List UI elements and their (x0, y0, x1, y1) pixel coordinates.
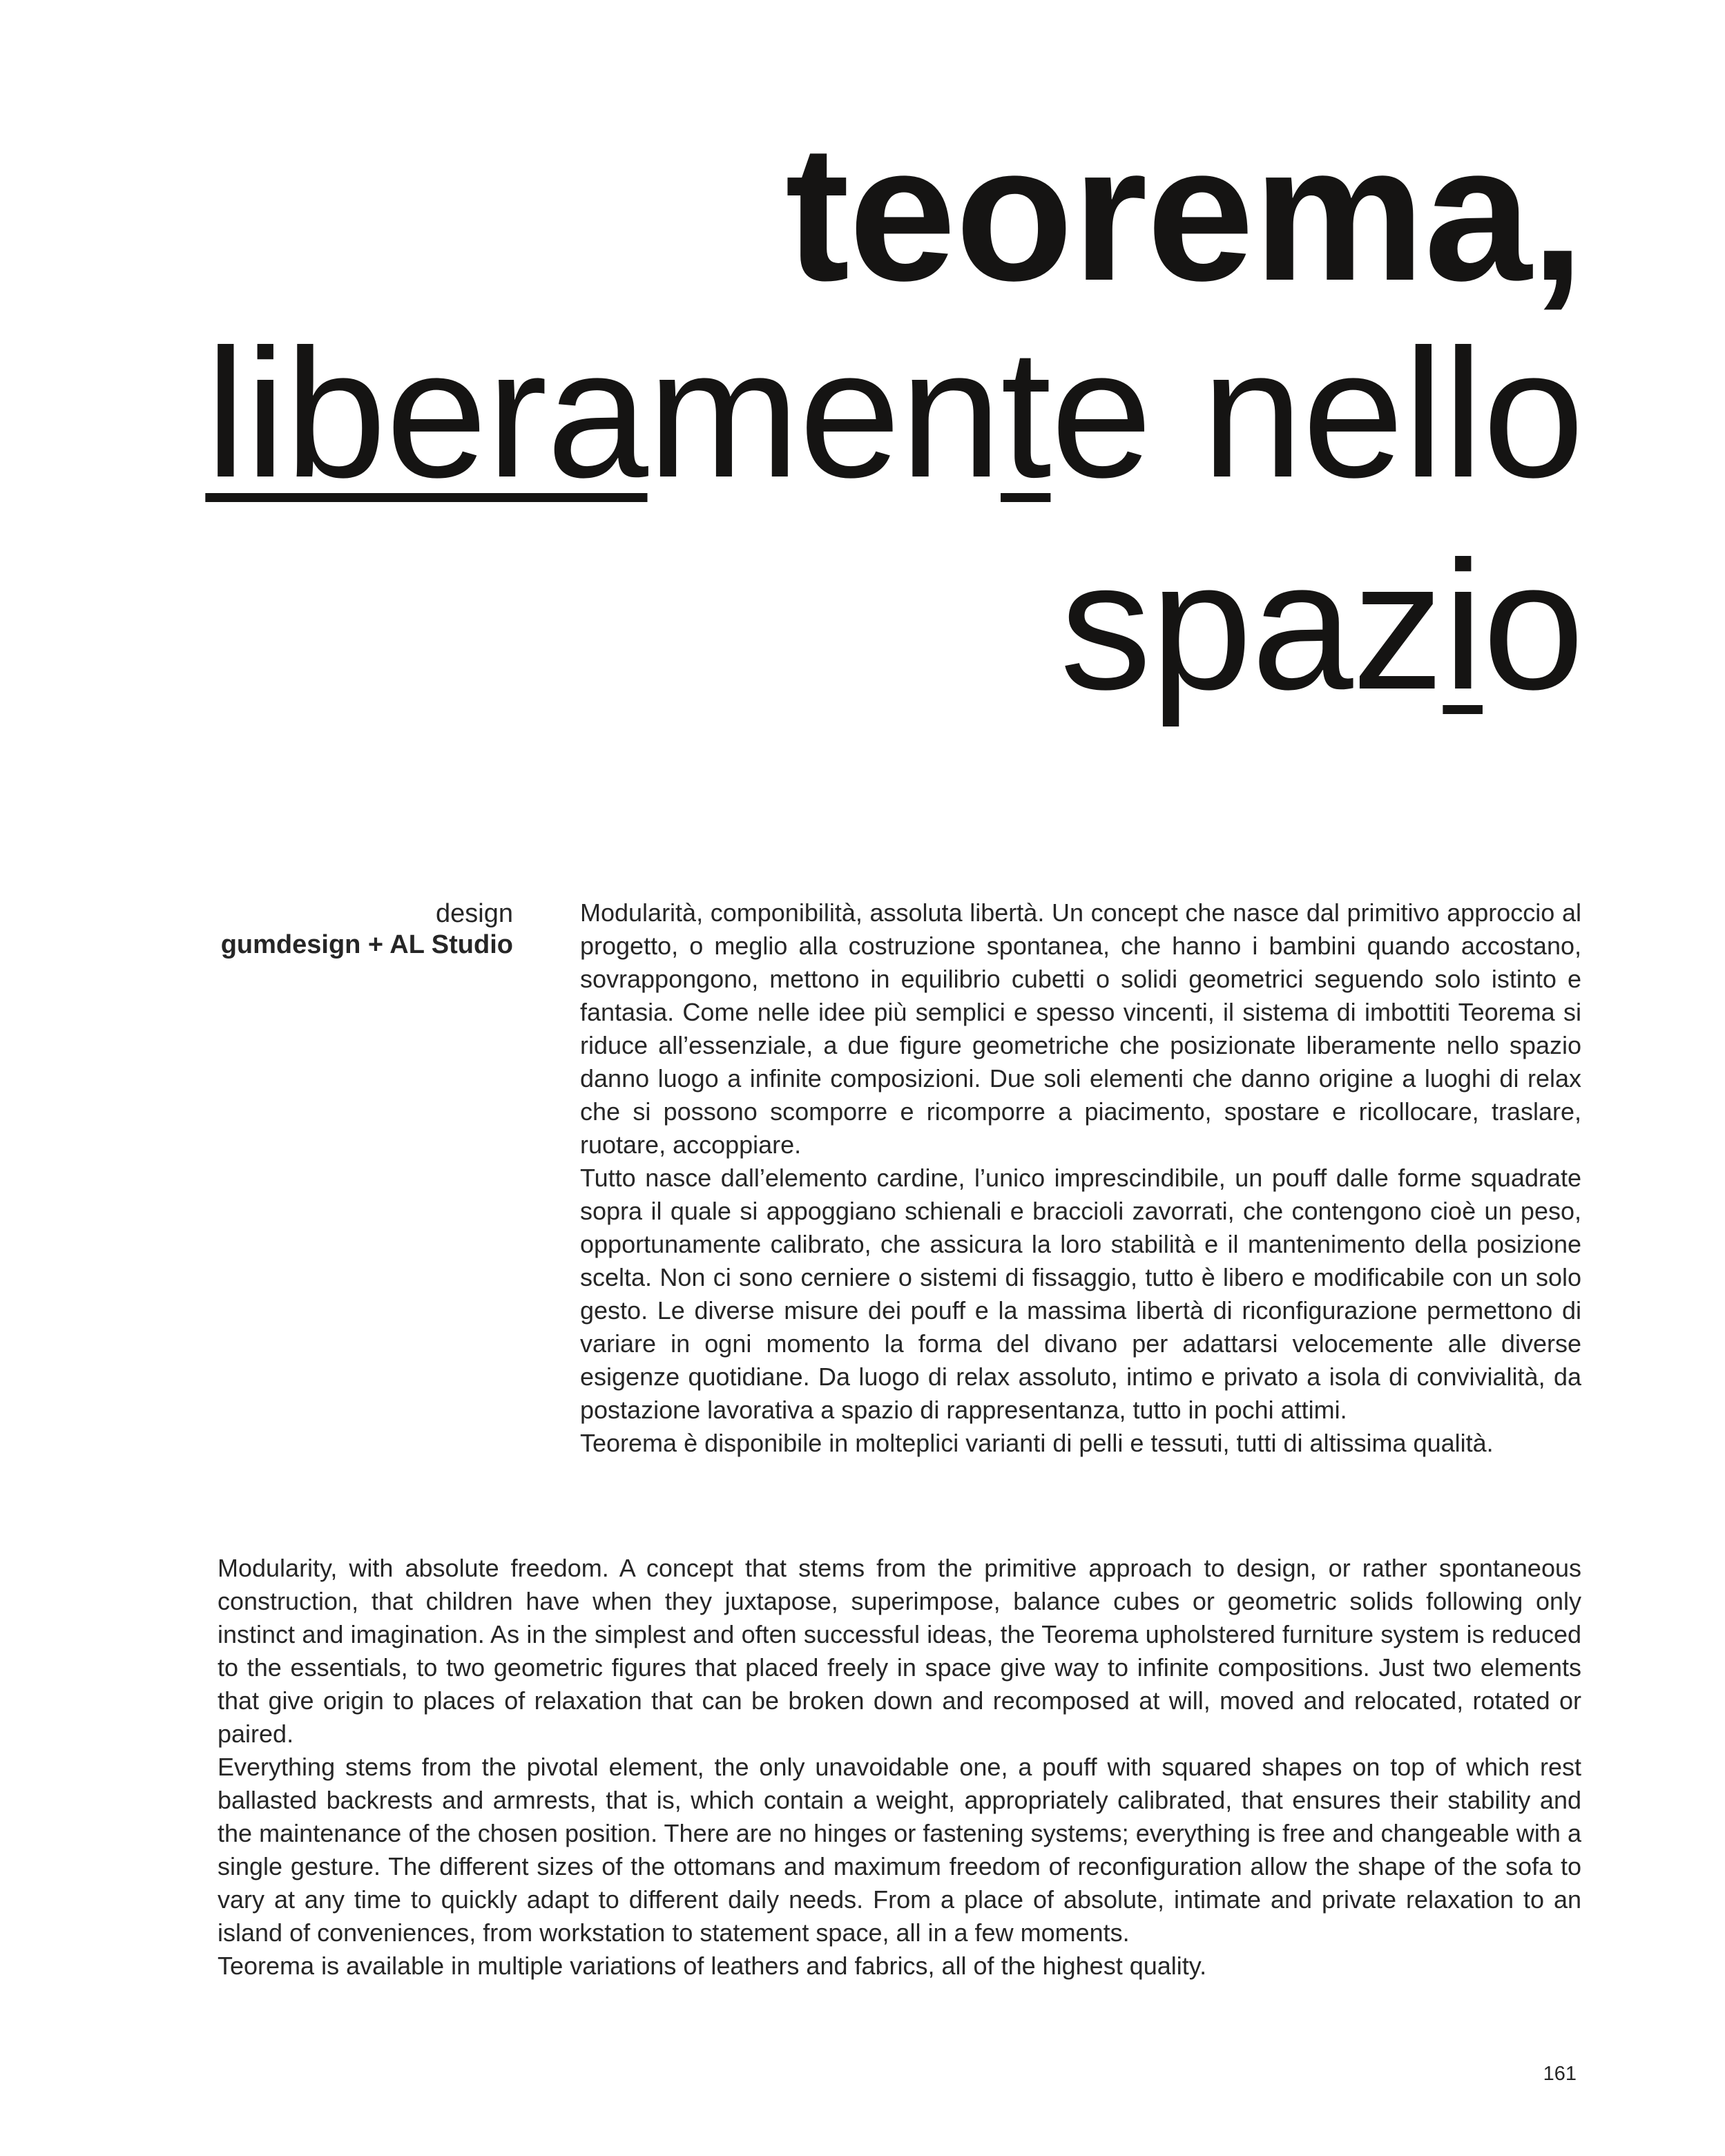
italian-paragraph: Teorema è disponibile in molteplici varianti di pelli e tessuti, tutti di altissima qualità. (580, 1429, 1494, 1457)
page-title-line2 (205, 311, 1583, 516)
title-underlined-segment: t (1001, 311, 1051, 516)
title-underlined-segment: i (1443, 523, 1483, 728)
body-text-english (218, 1552, 1581, 1983)
title-text: teorema, (785, 106, 1583, 321)
design-credit (218, 898, 513, 961)
title-segment: men (647, 311, 1001, 516)
english-paragraph: Everything stems from the pivotal element, the only unavoidable one, a pouff with squared shapes on top of which rest ballasted backrests and armrests, that is, which contain a weight, appropriately calibrated, that ensures their stability and the maintenance of the chosen position. There are no hinges or fastening systems; everything is free and changeable with a single gesture. The different sizes of the ottomans and maximum freedom of reconfiguration allow the shape of the sofa to vary at any time to quickly adapt to different daily needs. From a place of absolute, intimate and private relaxation to an island of conveniences, from workstation to statement space, all in a few moments. (218, 1753, 1581, 1947)
design-credit-studio: gumdesign + AL Studio (220, 930, 513, 959)
english-paragraph: Modularity, with absolute freedom. A concept that stems from the primitive approach to design, or rather spontaneous construction, that children have when they juxtapose, superimpose, balance cubes or geometric solids following only instinct and imagination. As in the simplest and often successful ideas, the Teorema upholstered furniture system is reduced to the essentials, to two geometric figures that placed freely in space give way to infinite compositions. Just two elements that give origin to places of relaxation that can be broken down and recomposed at will, moved and relocated, rotated or paired. (218, 1554, 1581, 1748)
page-title-line3 (1059, 523, 1583, 728)
design-credit-label: design (436, 899, 513, 928)
title-segment: spaz (1059, 523, 1443, 728)
title-segment: o (1482, 523, 1583, 728)
page-number: 161 (1543, 2063, 1577, 2085)
title-underlined-segment: libera (205, 311, 648, 516)
page-title-line1 (785, 106, 1583, 321)
title-segment: e nello (1050, 311, 1583, 516)
body-text-italian (580, 896, 1581, 1460)
italian-paragraph: Tutto nasce dall’elemento cardine, l’unico imprescindibile, un pouff dalle forme squadrate sopra il quale si appoggiano schienali e braccioli zavorrati, che contengono cioè un peso, opportunamente calibrato, che assicura la loro stabilità e il mantenimento della posizione scelta. Non ci sono cerniere o sistemi di fissaggio, tutto è libero e modificabile con un solo gesto. Le diverse misure dei pouff e la massima libertà di riconfigurazione permettono di variare in ogni momento la forma del divano per adattarsi velocemente alle diverse esigenze quotidiane. Da luogo di relax assoluto, intimo e privato a isola di convivialità, da postazione lavorativa a spazio di rappresentanza, tutto in pochi attimi. (580, 1164, 1581, 1424)
italian-paragraph: Modularità, componibilità, assoluta libertà. Un concept che nasce dal primitivo approccio al progetto, o meglio alla costruzione spontanea, che hanno i bambini quando accostano, sovrappongono, mettono in equilibrio cubetti o solidi geometrici seguendo solo istinto e fantasia. Come nelle idee più semplici e spesso vincenti, il sistema di imbottiti Teorema si riduce all’essenziale, a due figure geometriche che posizionate liberamente nello spazio danno luogo a infinite composizioni. Due soli elementi che danno origine a luoghi di relax che si possono scomporre e ricomporre a piacimento, spostare e ricollocare, traslare, ruotare, accoppiare. (580, 898, 1581, 1159)
english-paragraph: Teorema is available in multiple variations of leathers and fabrics, all of the highest quality. (218, 1952, 1207, 1980)
